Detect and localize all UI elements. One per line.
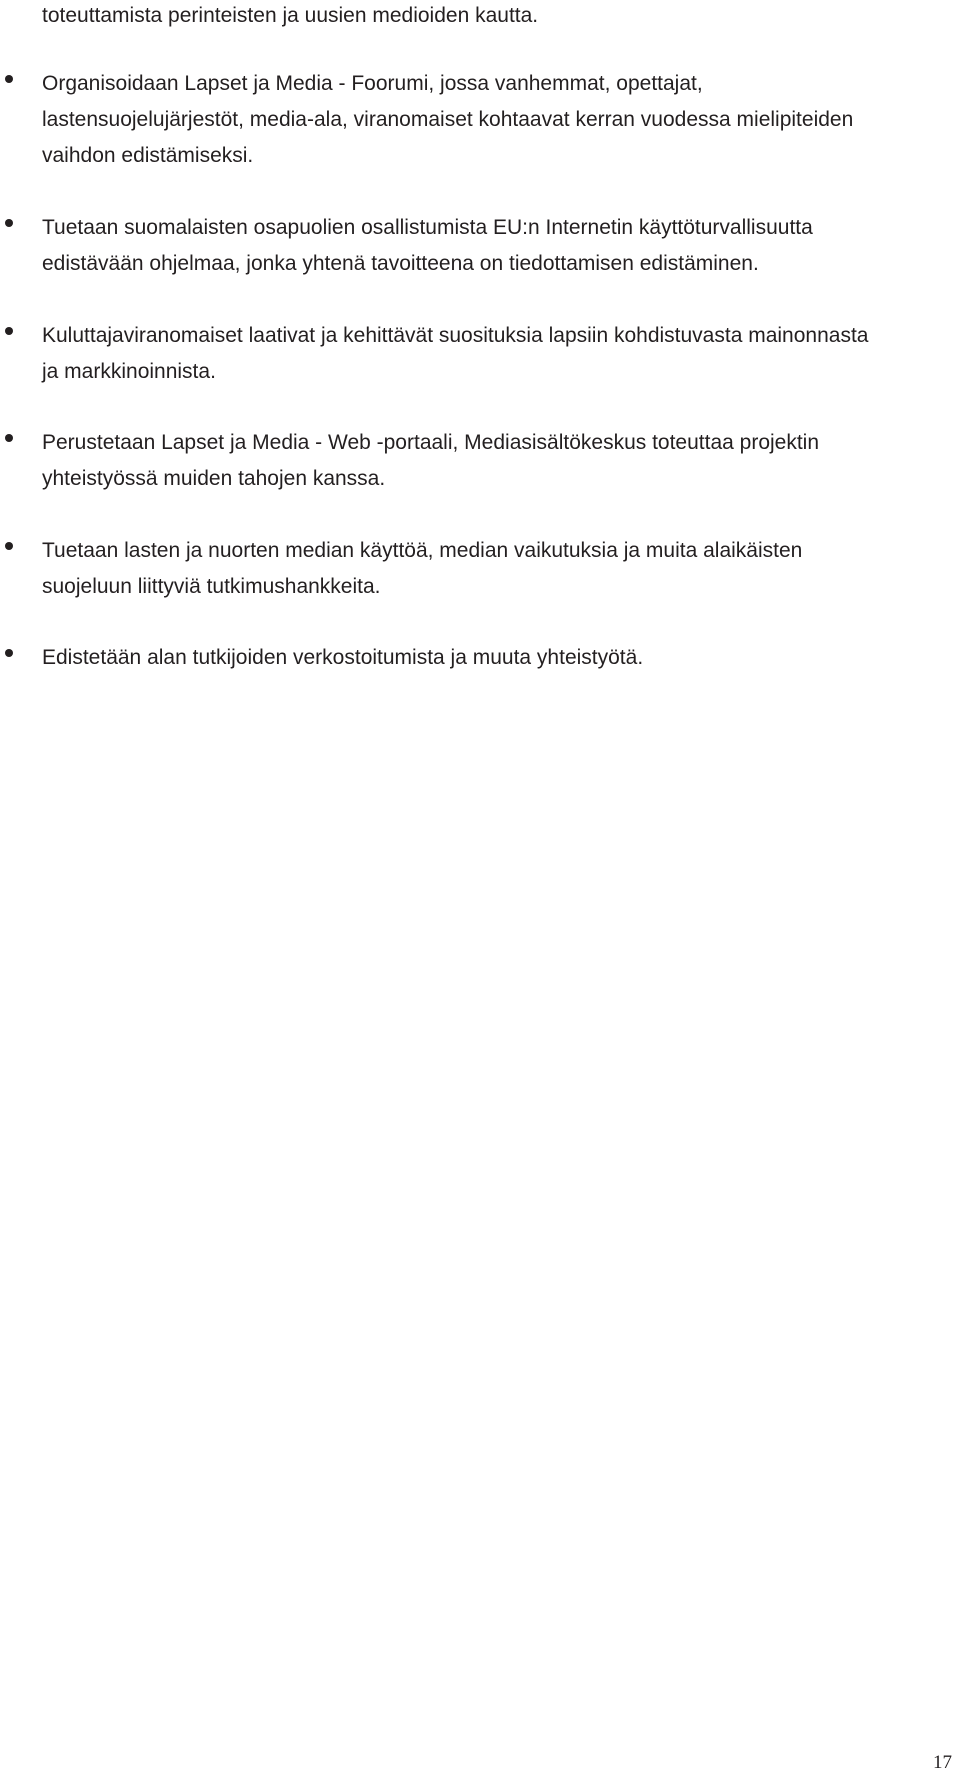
text-line: vaihdon edistämiseksi. [42, 144, 254, 167]
text-line: suojeluun liittyviä tutkimushankkeita. [42, 575, 381, 598]
bullet-icon [5, 75, 13, 83]
list-item-text [42, 640, 643, 676]
list-item-text [42, 425, 819, 497]
text-line: Perustetaan Lapset ja Media - Web -portaali, Mediasisältökeskus toteuttaa projektin [42, 431, 820, 454]
intro-text: toteuttamista perinteisten ja uusien medioiden kautta. [42, 4, 539, 27]
bullet-icon [5, 542, 13, 550]
text-line: Tuetaan lasten ja nuorten median käyttöä, median vaikutuksia ja muita alaikäisten [42, 539, 803, 562]
bullet-icon [5, 649, 13, 657]
text-line: yhteistyössä muiden tahojen kanssa. [42, 467, 386, 490]
text-line: lastensuojelujärjestöt, media-ala, viranomaiset kohtaavat kerran vuodessa mielipiteiden [42, 108, 854, 131]
list-item-text [42, 210, 813, 282]
bullet-icon [5, 219, 13, 227]
bullet-icon [5, 327, 13, 335]
list-item-text [42, 66, 853, 174]
text-line: edistävään ohjelmaa, jonka yhtenä tavoitteena on tiedottamisen edistäminen. [42, 252, 759, 275]
page-number: 17 [933, 1752, 952, 1773]
list-item-text [42, 318, 868, 390]
text-line: Organisoidaan Lapset ja Media - Foorumi, jossa vanhemmat, opettajat, [42, 72, 703, 95]
text-line: Tuetaan suomalaisten osapuolien osallistumista EU:n Internetin käyttöturvallisuutta [42, 216, 813, 239]
text-line: Kuluttajaviranomaiset laativat ja kehittävät suosituksia lapsiin kohdistuvasta mainonnasta [42, 324, 869, 347]
list-item-text [42, 533, 802, 605]
text-line: Edistetään alan tutkijoiden verkostoitumista ja muuta yhteistyötä. [42, 646, 644, 669]
bullet-icon [5, 434, 13, 442]
text-line: ja markkinoinnista. [42, 360, 216, 383]
